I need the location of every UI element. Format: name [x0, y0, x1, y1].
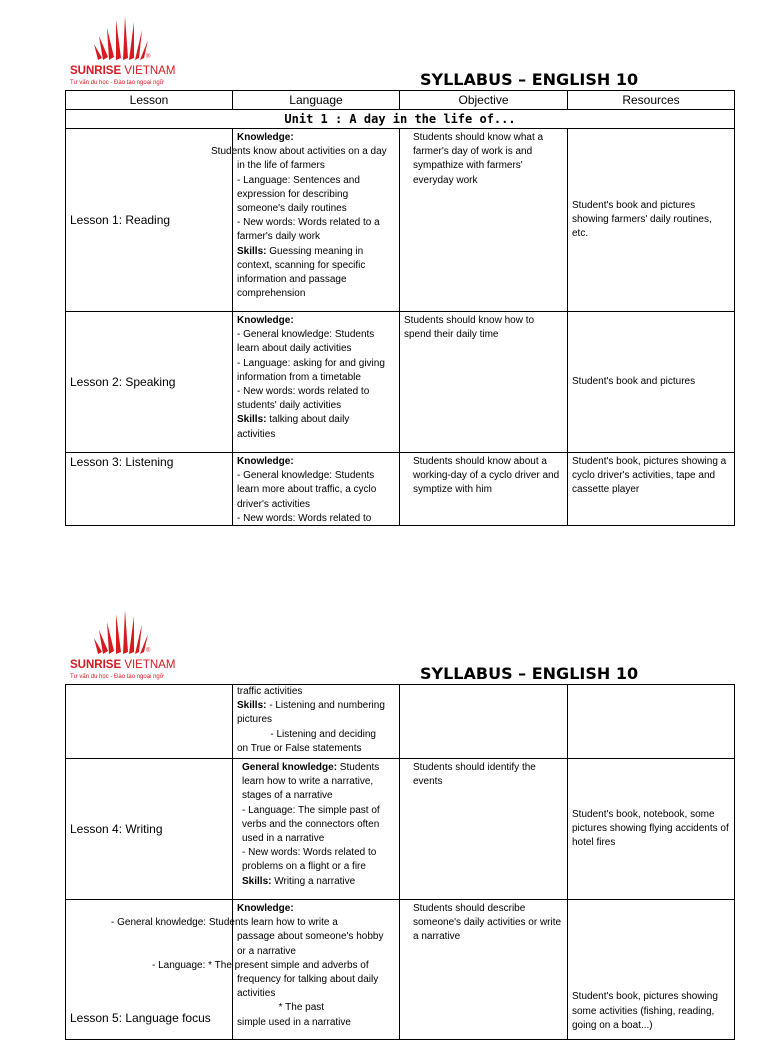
header-lesson: Lesson — [66, 91, 233, 110]
sunrise-logo — [70, 14, 180, 84]
sunrise-logo — [70, 608, 180, 678]
objective-cell — [400, 685, 568, 759]
syllabus-title: SYLLABUS – ENGLISH 10 — [420, 664, 639, 683]
objective-cell: Students should know how to spend their daily time — [400, 312, 568, 453]
table-row — [66, 900, 735, 1040]
unit-title: Unit 1 : A day in the life of... — [66, 110, 735, 129]
resources-cell: Student's book and pictures showing farmers' daily routines, etc. — [568, 129, 735, 312]
header-objective: Objective — [400, 91, 568, 110]
svg-text:®: ® — [146, 648, 151, 654]
brand-tagline: Tư vấn du học - Đào tạo ngoại ngữ — [70, 80, 164, 86]
lesson-cell: Lesson 2: Speaking — [66, 312, 233, 453]
language-cell: Knowledge: - General knowledge: Students learn how to write a passage about someone's hobby or a narrative - Language: * The present simple and adverbs of frequency for talking about daily activities * The past simple used in a narrative — [233, 900, 400, 1040]
syllabus-table-page-1 — [65, 90, 735, 526]
resources-cell: Student's book, pictures showing a cyclo driver's activities, tape and cassette player — [568, 453, 735, 526]
objective-cell: Students should identify the events — [400, 759, 568, 900]
header-language: Language — [233, 91, 400, 110]
table-row — [66, 453, 735, 526]
sunburst-logo-icon — [92, 608, 154, 658]
svg-text:®: ® — [146, 54, 151, 60]
brand-tagline: Tư vấn du học - Đào tạo ngoại ngữ — [70, 674, 164, 680]
language-cell: Knowledge: - General knowledge: Students learn more about traffic, a cyclo driver's activities - New words: Words related to — [233, 453, 400, 526]
header-resources: Resources — [568, 91, 735, 110]
objective-cell: Students should know what a farmer's day of work is and sympathize with farmers' everyday work — [400, 129, 568, 312]
lesson-cell — [66, 685, 233, 759]
unit-row — [66, 110, 735, 129]
language-cell: General knowledge: Students learn how to write a narrative, stages of a narrative - Language: The simple past of verbs and the connectors often used in a narrative - New words: Words related to problems on a flight or a fire Skills: Writing a narrative — [233, 759, 400, 900]
syllabus-title: SYLLABUS – ENGLISH 10 — [420, 70, 639, 89]
table-row — [66, 129, 735, 312]
lesson-cell: Lesson 5: Language focus — [66, 900, 233, 1040]
lesson-cell: Lesson 4: Writing — [66, 759, 233, 900]
resources-cell — [568, 685, 735, 759]
syllabus-table-page-2 — [65, 684, 735, 1040]
brand-name: SUNRISE VIETNAM — [70, 659, 176, 671]
language-cell: Knowledge: - General knowledge: Students learn about daily activities - Language: asking for and giving information from a timetable - New words: words related to students' daily activities Skills: talking about daily activities — [233, 312, 400, 453]
objective-cell: Students should know about a working-day of a cyclo driver and symptize with him — [400, 453, 568, 526]
header-row — [66, 91, 735, 110]
language-cell: Knowledge: Students know about activities on a day in the life of farmers - Language: Sentences and expression for describing someone's daily routines - New words: Words related to a farmer's daily work Skills: Guessing meaning in context, scanning for specific information and passage comprehension — [233, 129, 400, 312]
lesson-cell: Lesson 1: Reading — [66, 129, 233, 312]
resources-cell: Student's book and pictures — [568, 312, 735, 453]
resources-cell: Student's book, pictures showing some activities (fishing, reading, going on a boat...) — [568, 900, 735, 1040]
sunburst-logo-icon — [92, 14, 154, 64]
language-cell: traffic activities Skills: - Listening and numbering pictures - Listening and deciding on True or False statements — [233, 685, 400, 759]
table-row — [66, 759, 735, 900]
objective-cell: Students should describe someone's daily activities or write a narrative — [400, 900, 568, 1040]
brand-name: SUNRISE VIETNAM — [70, 65, 176, 77]
lesson-cell: Lesson 3: Listening — [66, 453, 233, 526]
resources-cell: Student's book, notebook, some pictures showing flying accidents of hotel fires — [568, 759, 735, 900]
table-row — [66, 312, 735, 453]
table-row — [66, 685, 735, 759]
